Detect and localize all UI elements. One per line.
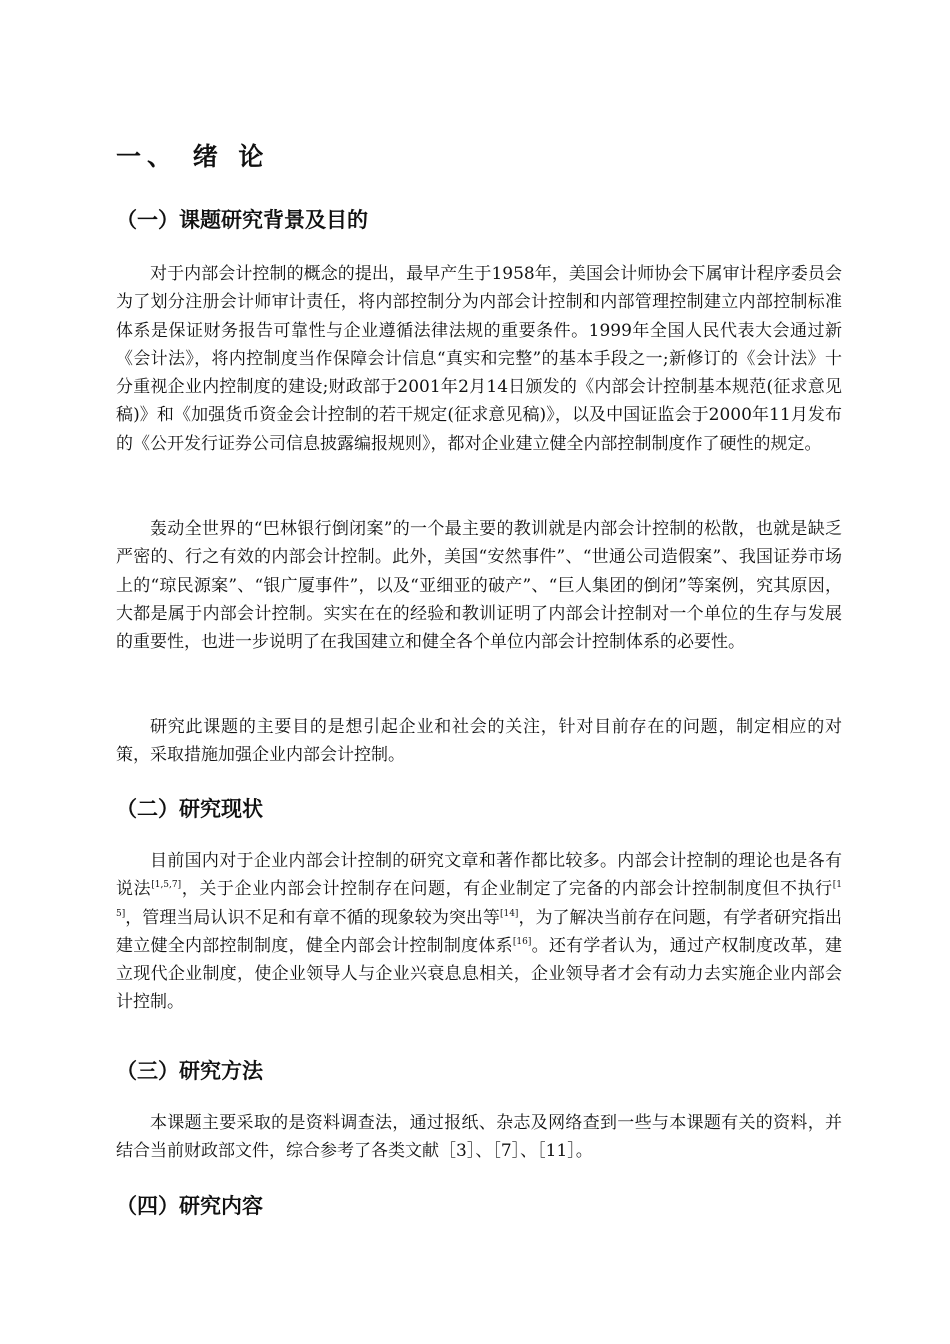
citation-15: [15]	[116, 880, 843, 919]
section-title-background: （一）课题研究背景及目的	[116, 208, 368, 232]
section-title-status: （二）研究现状	[116, 797, 263, 821]
paragraph-method: 本课题主要采取的是资料调查法，通过报纸、杂志及网络查到一些与本课题有关的资料，并结合当前财政部文件，综合参考了各类文献［3］、［7］、［11］。	[116, 1113, 842, 1162]
paragraph-background-1: 对于内部会计控制的概念的提出，最早产生于1958年，美国会计师协会下属审计程序委员会为了划分注册会计师审计责任，将内部控制分为内部会计控制和内部管理控制建立内部控制标准体系是保证财务报告可靠性与企业遵循法律法规的重要条件。1999年全国人民代表大会通过新《会计法》，将内控制度当作保障会计信息“真实和完整”的基本手段之一;新修订的《会计法》十分重视企业内控制度的建设;财政部于2001年2月14日颁发的《内部会计控制基本规范(征求意见稿)》和《加强货币资金会计控制的若干规定(征求意见稿)》，以及中国证监会于2000年11月发布的《公开发行证券公司信息披露编报规则》，都对企业建立健全内部控制制度作了硬性的规定。	[116, 264, 842, 454]
status-text-5: 。还有学者认为，通过产权制度改革，建立现代企业制度，使企业领导人与企业兴衰息息相关，企业领导者才会有动力去实施企业内部会计控制。	[116, 935, 843, 1013]
paragraph-status	[116, 847, 842, 1017]
status-text-2: ，关于企业内部会计控制存在问题，有企业制定了完备的内部会计控制制度但不执行	[181, 879, 833, 900]
section-title-method: （三）研究方法	[116, 1059, 263, 1083]
status-text-1: 目前国内对于企业内部会计控制的研究文章和著作都比较多。内部会计控制的理论也是各有说法	[116, 851, 842, 900]
section-title-content: （四）研究内容	[116, 1194, 263, 1218]
paragraph-background-3: 研究此课题的主要目的是想引起企业和社会的关注，针对目前存在的问题，制定相应的对策，采取措施加强企业内部会计控制。	[116, 717, 842, 766]
citation-1-5-7: [1,5,7]	[151, 880, 182, 891]
paragraph-background-2: 轰动全世界的“巴林银行倒闭案”的一个最主要的教训就是内部会计控制的松散，也就是缺乏严密的、行之有效的内部会计控制。此外，美国“安然事件”、“世通公司造假案”、我国证券市场上的“琼民源案”、“银广厦事件”，以及“亚细亚的破产”、“巨人集团的倒闭”等案例，究其原因，大都是属于内部会计控制。实实在在的经验和教训证明了内部会计控制对一个单位的生存与发展的重要性，也进一步说明了在我国建立和健全各个单位内部会计控制体系的必要性。	[116, 519, 842, 653]
citation-16: [16]	[512, 936, 532, 947]
chapter-title: 一、 绪 论	[116, 142, 270, 171]
status-text-4: ，为了解决当前存在问题，有学者研究指出建立健全内部控制制度，健全内部会计控制制度体系	[116, 907, 843, 956]
citation-14: [14]	[499, 908, 519, 919]
status-text-3: ，管理当局认识不足和有章不循的现象较为突出等	[125, 907, 500, 928]
